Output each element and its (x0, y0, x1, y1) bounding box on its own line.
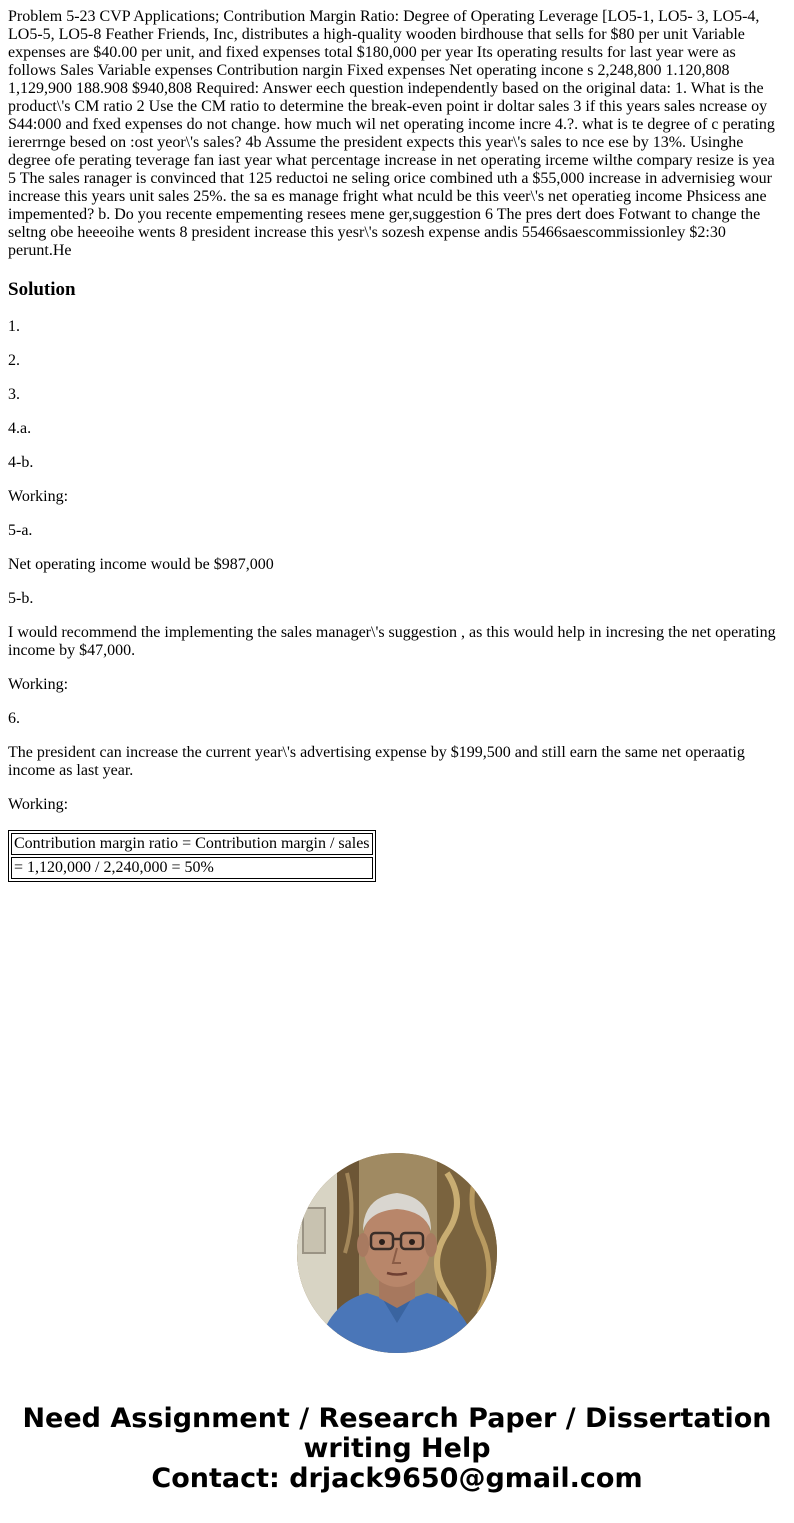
answer-3-label: 3. (8, 386, 20, 403)
answer-5b-label: 5-b. (8, 590, 34, 607)
answer-5a-text: Net operating income would be $987,000 (8, 556, 274, 573)
working-label: Working: (8, 796, 69, 813)
working-label: Working: (8, 488, 69, 505)
answer-6-label: 6. (8, 710, 20, 727)
answer-4a-label: 4.a. (8, 420, 32, 437)
working-label: Working: (8, 676, 69, 693)
working-table (8, 830, 376, 882)
contact-footer (0, 1404, 794, 1494)
answer-6-text: The president can increase the current year\'s advertising expense by $199,500 and still earn the same net operaatig income as last year. (8, 744, 745, 779)
footer-line-2: writing Help (303, 1433, 491, 1464)
tutor-avatar (297, 1153, 497, 1353)
answer-5b-text: I would recommend the implementing the sales manager\'s suggestion , as this would help in incresing the net operating income by $47,000. (8, 624, 776, 659)
answer-5a-label: 5-a. (8, 522, 33, 539)
solution-heading: Solution (8, 279, 76, 300)
answer-2-label: 2. (8, 352, 20, 369)
problem-statement: Problem 5-23 CVP Applications; Contribution Margin Ratio: Degree of Operating Leverage [LO5-1, LO5- 3, LO5-4, LO5-5, LO5-8 Feather Friends, Inc, distributes a high-quality wooden birdhouse that sells for $80 per unit Variable expenses are $40.00 per unit, and fixed expenses total $180,000 per year Its operating results for last year were as follows Sales Variable expenses Contribution nargin Fixed expenses Net operating incone s 2,248,800 1.120,808 1,129,900 188.908 $940,808 Required: Answer eech question independently based on the original data: 1. What is the product\'s CM ratio 2 Use the CM ratio to determine the break-even point ir doltar sales 3 if this years sales ncrease oy S44:000 and fxed expenses do not change. how much wil net operating income incre 4.?. what is te degree of c perating iererrnge besed on :ost yeor\'s sales? 4b Assume the president expects this year\'s sales to nce ese by 13%. Usinghe degree ofe perating teverage fan iast year what percentage increase in net operating irceme wilthe compary resize is yea 5 The sales ranager is convinced that 125 reductoi ne seling orice combined uth a $55,000 increase in advernisieg wour increase this years unit sales 25%. the sa es manage fright what nculd be this veer\'s net operatieg income Phsicess ane impemented? b. Do you recente empementing resees mene ger,suggestion 6 The pres dert does Fotwant to change the seltng obe heeeoihe wents 8 president increase this yesr\'s sozesh expense andis 55466saescommissionley $2:30 perunt.He (8, 8, 775, 259)
answer-4b-label: 4-b. (8, 454, 34, 471)
table-row (11, 833, 373, 855)
table-cell: Contribution margin ratio = Contribution margin / sales (11, 833, 373, 855)
answer-1-label: 1. (8, 318, 20, 335)
solution-body (8, 318, 786, 814)
footer-line-1: Need Assignment / Research Paper / Dissertation (22, 1403, 772, 1434)
avatar-portrait-image (297, 1153, 497, 1353)
table-row (11, 857, 373, 879)
table-cell: = 1,120,000 / 2,240,000 = 50% (11, 857, 373, 879)
footer-contact-email: Contact: drjack9650@gmail.com (151, 1463, 643, 1494)
